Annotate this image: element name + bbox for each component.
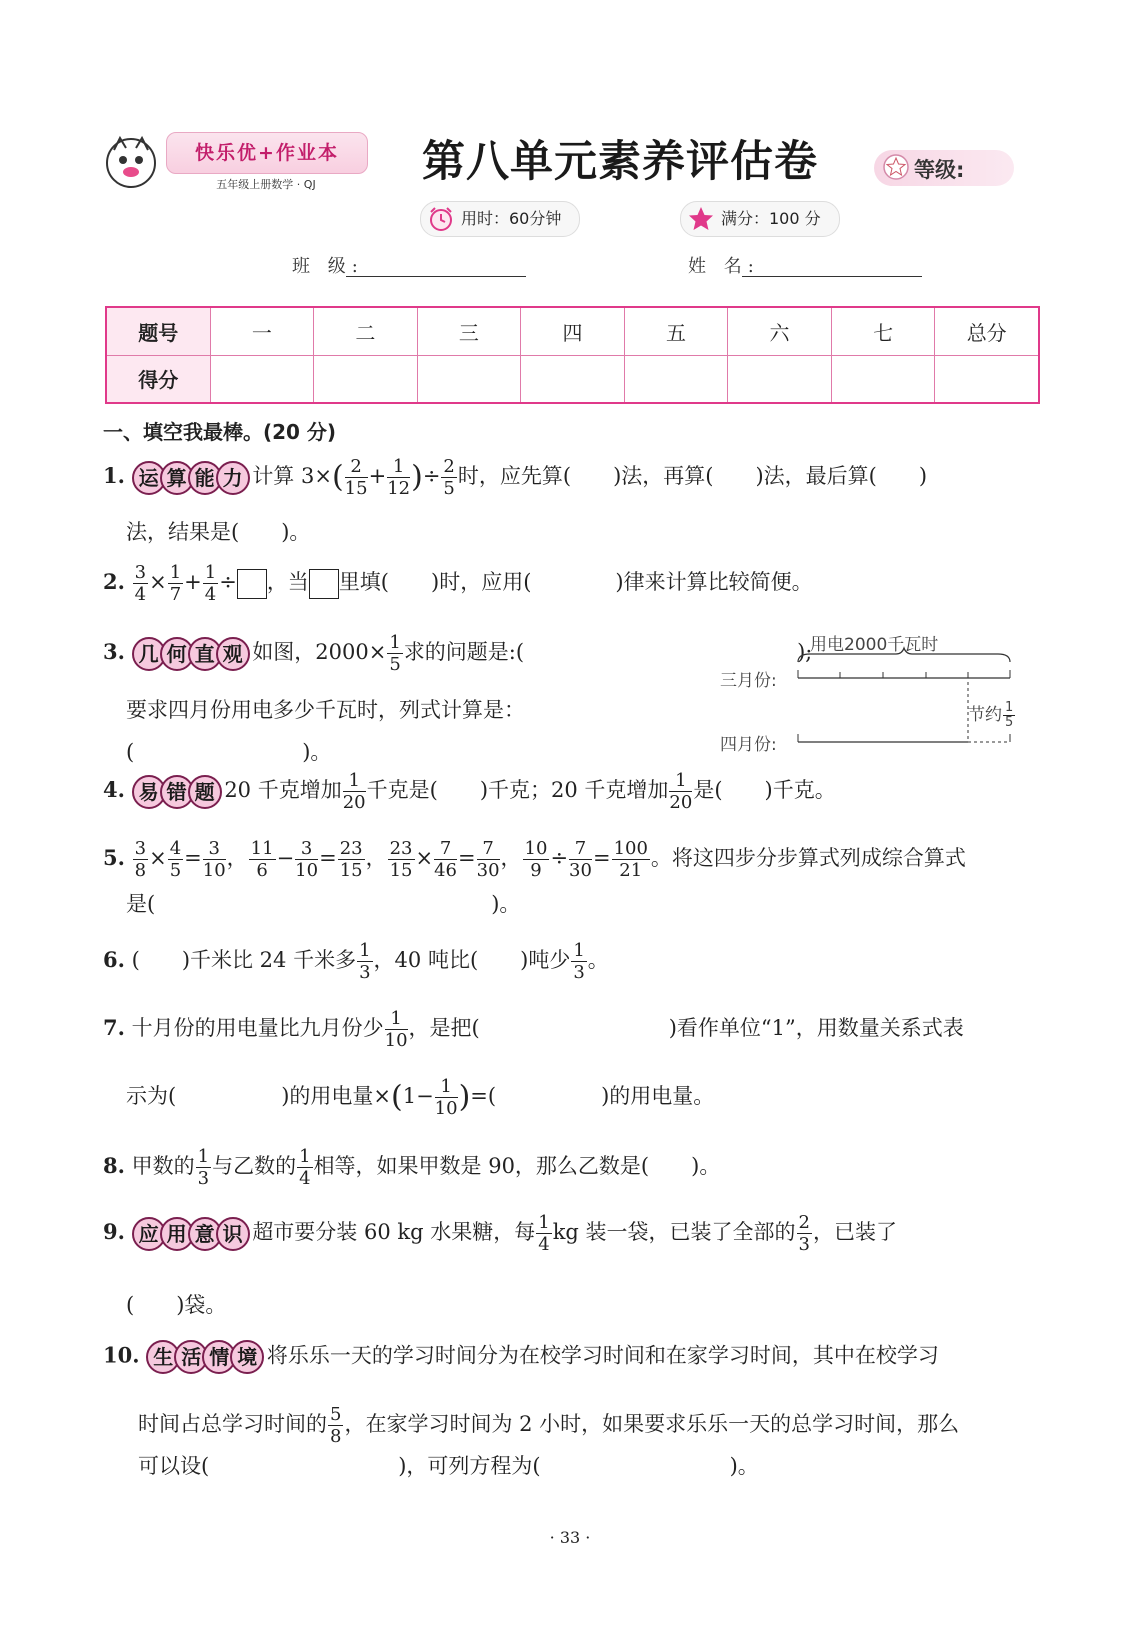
fraction: $\frac{23}{15}$ — [389, 838, 413, 881]
question-number: 3. — [103, 639, 125, 664]
skill-tag: 运 算 能 力 — [132, 461, 244, 495]
mascot-icon — [100, 130, 162, 192]
score-cell[interactable] — [831, 355, 935, 403]
question-number: 5. — [103, 845, 125, 870]
score-table-header-row — [106, 307, 1039, 355]
question-10-line-3: 可以设( )，可列方程为( )。 — [138, 1454, 759, 1478]
question-9-line-2: ( )袋。 — [126, 1293, 227, 1317]
question-7: 7. 十月份的用电量比九月份少 $\frac{1}{10}$ ，是把( )看作单位“1”，用数量关系式表 — [103, 1008, 964, 1051]
brand-logo — [100, 128, 372, 194]
diagram-march-label: 三月份: — [720, 671, 777, 691]
score-cell[interactable] — [417, 355, 521, 403]
fraction: $\frac{3}{8}$ — [134, 838, 147, 881]
skill-tag: 生 活 情 境 — [146, 1340, 258, 1374]
class-field[interactable] — [346, 254, 526, 277]
question-number: 6. — [103, 947, 125, 972]
skill-tag: 几 何 直 观 — [132, 637, 244, 671]
star-icon — [687, 205, 715, 233]
question-number: 8. — [103, 1153, 125, 1178]
operator: = — [184, 846, 202, 870]
answer-box[interactable] — [309, 569, 339, 599]
question-5: 5. $\frac{3}{8}$ × $\frac{4}{5}$ = $\frac{3}{10}$ ， $\frac{11}{6}$ − $\frac{3}{10}$ = $\frac{23}{15}$ ， $\frac{23}{15}$ × $\frac{7}{46}$ = $\frac{7}{30}$ ， $\frac{10}{9}$ ÷ $\frac{7}{30}$ = $\frac{100}{21}$ 。将这四步分步算式列成综合算式 — [103, 838, 966, 881]
table-cell: 一 — [210, 307, 314, 355]
name-label: 姓 名: — [688, 256, 760, 277]
operator: ， — [226, 846, 248, 870]
question-5-line-2: 是( )。 — [126, 892, 521, 916]
time-label: 用时：60分钟 — [461, 209, 562, 228]
grade-label: 等级: — [914, 158, 965, 182]
question-number: 9. — [103, 1219, 125, 1244]
question-9: 9. 应 用 意 识 超市要分装 60 kg 水果糖，每 $\frac{1}{4}$ kg 装一袋，已装了全部的 $\frac{2}{3}$ ，已装了 — [103, 1212, 897, 1255]
table-cell: 三 — [417, 307, 521, 355]
table-cell: 二 — [314, 307, 418, 355]
question-8: 8. 甲数的 $\frac{1}{3}$ 与乙数的 $\frac{1}{4}$ 相等，如果甲数是 90，那么乙数是( )。 — [103, 1146, 721, 1189]
operator: × — [415, 846, 434, 870]
diagram-lines — [720, 630, 1020, 750]
score-cell[interactable] — [624, 355, 728, 403]
score-cell[interactable] — [521, 355, 625, 403]
fraction: $\frac{3}{10}$ — [202, 838, 226, 881]
fraction: $\frac{23}{15}$ — [339, 838, 363, 881]
fraction: $\frac{3}{10}$ — [295, 838, 319, 881]
name-field[interactable] — [742, 254, 922, 277]
table-cell: 七 — [831, 307, 935, 355]
operator: − — [276, 846, 295, 870]
logo-badge: 快乐优+作业本 — [166, 132, 368, 174]
class-label: 班 级: — [292, 256, 364, 277]
score-cell[interactable] — [210, 355, 314, 403]
fraction: $\frac{10}{9}$ — [524, 838, 548, 881]
question-number: 10. — [103, 1342, 140, 1368]
full-score-label: 满分：100 分 — [721, 209, 821, 228]
score-table — [105, 306, 1040, 404]
question-3-line-2: 要求四月份用电多少千瓦时，列式计算是： — [126, 698, 525, 722]
operator: ÷ — [550, 846, 569, 870]
question-1: 1. 运 算 能 力 计算 3×( $\frac{2}{15}$ + $\frac{1}{12}$ )÷ $\frac{2}{5}$ 时，应先算( )法，再算( )法，最后算( ) — [103, 456, 928, 499]
table-cell: 题号 — [106, 307, 210, 355]
table-cell: 五 — [624, 307, 728, 355]
operator: = — [592, 846, 611, 870]
time-pill — [420, 201, 580, 237]
diagram-april-label: 四月份: — [720, 735, 777, 755]
question-3: 3. 几 何 直 观 如图，2000× $\frac{1}{5}$ 求的问题是:( ); — [103, 632, 813, 675]
fraction: $\frac{7}{46}$ — [434, 838, 458, 881]
page-title: 第八单元素养评估卷 — [422, 137, 818, 187]
electricity-diagram — [720, 630, 1020, 755]
star-icon — [882, 153, 910, 181]
question-number: 2. — [103, 569, 125, 594]
logo-subtitle: 五年级上册数学 · QJ — [216, 178, 316, 191]
score-cell[interactable] — [728, 355, 832, 403]
skill-tag: 易 错 题 — [132, 775, 216, 809]
table-cell: 六 — [728, 307, 832, 355]
table-cell: 总分 — [935, 307, 1039, 355]
section-title: 一、填空我最棒。(20 分) — [103, 420, 337, 444]
skill-tag: 应 用 意 识 — [132, 1217, 244, 1251]
operator: × — [149, 846, 167, 870]
operator: ， — [365, 846, 387, 870]
question-6: 6. ( )千米比 24 千米多 $\frac{1}{3}$ ，40 吨比( )吨少 $\frac{1}{3}$ 。 — [103, 940, 609, 983]
diagram-total-label: 用电2000千瓦时 — [810, 635, 939, 655]
operator: ， — [500, 846, 522, 870]
diagram-save-label: 节约 $\frac{1}{5}$ — [968, 699, 1014, 730]
question-10: 10. 生 活 情 境 将乐乐一天的学习时间分为在校学习时间和在家学习时间，其中在校学习 — [103, 1340, 939, 1374]
operator: = — [458, 846, 476, 870]
grade-badge — [874, 150, 1014, 186]
page-number: · 33 · — [549, 1528, 591, 1547]
table-cell: 四 — [521, 307, 625, 355]
question-number: 7. — [103, 1015, 125, 1040]
question-7-line-2: 示为( )的用电量×(1− $\frac{1}{10}$ )=( )的用电量。 — [126, 1076, 715, 1119]
fraction: $\frac{11}{6}$ — [250, 838, 274, 881]
question-2: 2. $\frac{3}{4}$ × $\frac{1}{7}$ + $\frac{1}{4}$ ÷ ，当 里填( )时，应用( )律来计算比较简便。 — [103, 562, 813, 605]
score-cell[interactable] — [314, 355, 418, 403]
score-cell[interactable] — [935, 355, 1039, 403]
question-1-line-2: 法，结果是( )。 — [126, 520, 311, 544]
question-10-line-2: 时间占总学习时间的 $\frac{5}{8}$ ，在家学习时间为 2 小时，如果要求乐乐一天的总学习时间，那么 — [138, 1404, 960, 1447]
alarm-clock-icon — [427, 205, 455, 233]
question-3-line-3: ( )。 — [126, 740, 332, 764]
table-cell: 得分 — [106, 355, 210, 403]
question-number: 1. — [103, 463, 125, 488]
fraction: $\frac{4}{5}$ — [169, 838, 182, 881]
fraction: $\frac{7}{30}$ — [569, 838, 592, 881]
score-pill — [680, 201, 840, 237]
fraction: $\frac{7}{30}$ — [476, 838, 500, 881]
answer-box[interactable] — [237, 569, 267, 599]
score-table-score-row — [106, 355, 1039, 403]
question-number: 4. — [103, 777, 125, 802]
question-4: 4. 易 错 题 20 千克增加 $\frac{1}{20}$ 千克是( )千克；20 千克增加 $\frac{1}{20}$ 是( )千克。 — [103, 770, 836, 813]
operator: = — [319, 846, 337, 870]
fraction: $\frac{100}{21}$ — [613, 838, 648, 881]
